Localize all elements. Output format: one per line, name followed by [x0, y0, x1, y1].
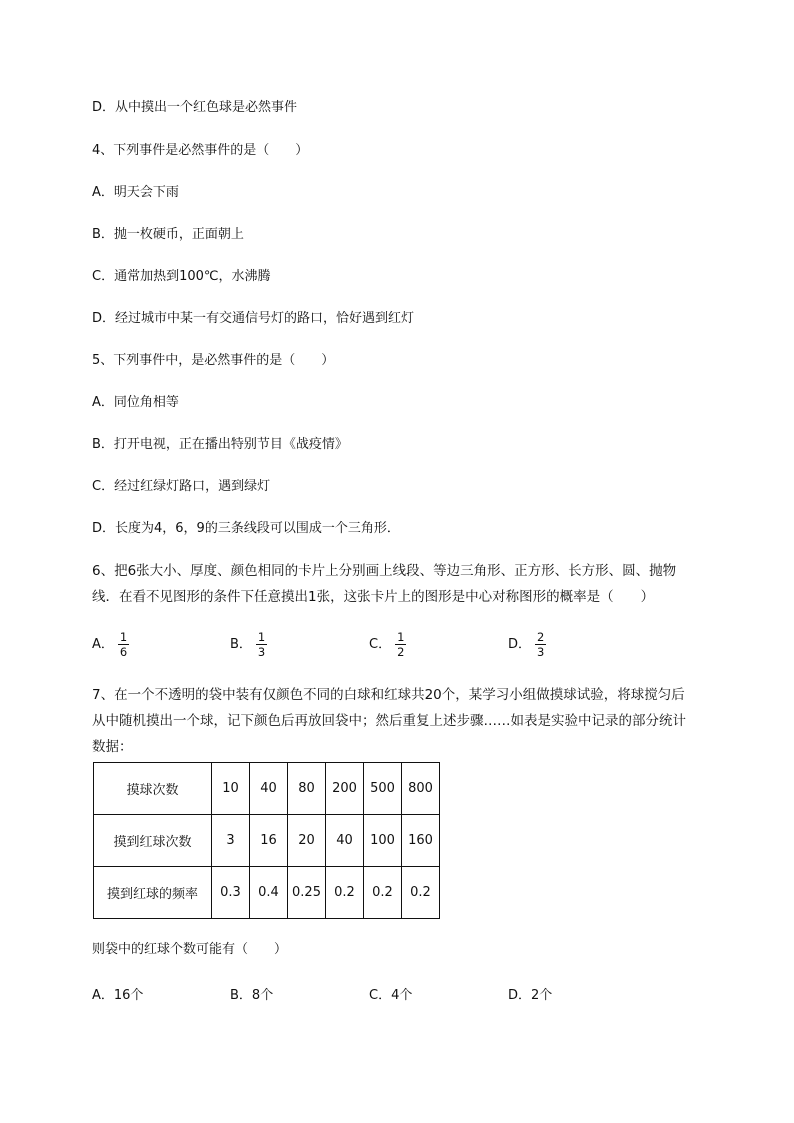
table-row: [94, 815, 440, 867]
q4-stem: 4、下列事件是必然事件的是（ ）: [92, 143, 309, 158]
q6-stem-line-2: 线．在看不见图形的条件下任意摸出1张，这张卡片上的图形是中心对称图形的概率是（ ）: [92, 589, 655, 605]
q6-option-d-fraction: [535, 630, 546, 659]
fraction-numerator: 1: [397, 630, 405, 644]
fraction-denominator: 2: [397, 645, 405, 659]
fraction-denominator: 3: [257, 645, 266, 659]
table-cell: 0.25: [288, 867, 326, 919]
q5-option-a: A．同位角相等: [92, 395, 179, 410]
q5-stem: 5、下列事件中，是必然事件的是（ ）: [92, 353, 335, 368]
table-cell: 40: [326, 815, 364, 867]
q4-option-d: D．经过城市中某一有交通信号灯的路口，恰好遇到红灯: [92, 311, 415, 326]
table-cell: 80: [288, 763, 326, 815]
q6-option-d-label: D．: [508, 637, 532, 652]
table-cell: 40: [250, 763, 288, 815]
table-cell: 100: [364, 815, 402, 867]
fraction-numerator: 1: [257, 630, 266, 644]
q6-option-b-fraction: [256, 630, 267, 659]
q7-option-d: D．2个: [508, 988, 553, 1003]
q7-stem-line-3: 数据：: [92, 739, 133, 755]
q6-option-b-label: B．: [230, 637, 252, 652]
q6-stem-line-1: 6、把6张大小、厚度、颜色相同的卡片上分别画上线段、等边三角形、正方形、长方形、圆、抛物: [92, 563, 677, 579]
table-row: [94, 763, 440, 815]
fraction-denominator: 6: [119, 645, 128, 659]
q4-option-b: B．抛一枚硬币，正面朝上: [92, 227, 244, 242]
q6-option-c-label: C．: [369, 637, 392, 652]
q6-option-b: [230, 630, 267, 659]
table-cell: 3: [212, 815, 250, 867]
table-cell: 0.2: [402, 867, 440, 919]
row-header: 摸球次数: [94, 763, 212, 815]
table-row: [94, 867, 440, 919]
q6-option-a-label: A．: [92, 637, 114, 652]
q5-option-b: B．打开电视，正在播出特别节目《战疫情》: [92, 437, 348, 452]
table-cell: 800: [402, 763, 440, 815]
q5-option-d: D．长度为4，6，9的三条线段可以围成一个三角形．: [92, 521, 400, 536]
q5-option-c: C．经过红绿灯路口，遇到绿灯: [92, 479, 271, 494]
table-cell: 16: [250, 815, 288, 867]
q4-option-a: A．明天会下雨: [92, 185, 179, 200]
table-cell: 10: [212, 763, 250, 815]
q7-statistics-table: [93, 762, 440, 919]
table-cell: 0.4: [250, 867, 288, 919]
fraction-denominator: 3: [537, 645, 545, 659]
fraction-numerator: 2: [537, 630, 545, 644]
table-cell: 0.2: [364, 867, 402, 919]
q7-stem-line-2: 从中随机摸出一个球，记下颜色后再放回袋中；然后重复上述步骤……如表是实验中记录的部分统计: [92, 713, 686, 729]
q6-option-d: [508, 630, 546, 659]
q7-stem-line-1: 7、在一个不透明的袋中装有仅颜色不同的白球和红球共20个，某学习小组做摸球试验，将球搅匀后: [92, 687, 685, 703]
table-cell: 200: [326, 763, 364, 815]
q3-option-d: D．从中摸出一个红色球是必然事件: [92, 100, 298, 115]
q6-option-c: [369, 630, 406, 659]
table-cell: 0.2: [326, 867, 364, 919]
q7-option-b: B．8个: [230, 988, 274, 1003]
q7-option-a: A．16个: [92, 988, 144, 1003]
q7-option-c: C．4个: [369, 988, 413, 1003]
q4-option-c: C．通常加热到100℃，水沸腾: [92, 269, 271, 284]
q7-question: 则袋中的红球个数可能有（ ）: [92, 942, 288, 957]
row-header: 摸到红球的频率: [94, 867, 212, 919]
q6-option-a-fraction: [118, 630, 129, 659]
table-cell: 160: [402, 815, 440, 867]
q6-option-c-fraction: [395, 630, 406, 659]
fraction-numerator: 1: [119, 630, 128, 644]
table-cell: 0.3: [212, 867, 250, 919]
q6-option-a: [92, 630, 129, 659]
table-cell: 20: [288, 815, 326, 867]
row-header: 摸到红球次数: [94, 815, 212, 867]
table-cell: 500: [364, 763, 402, 815]
